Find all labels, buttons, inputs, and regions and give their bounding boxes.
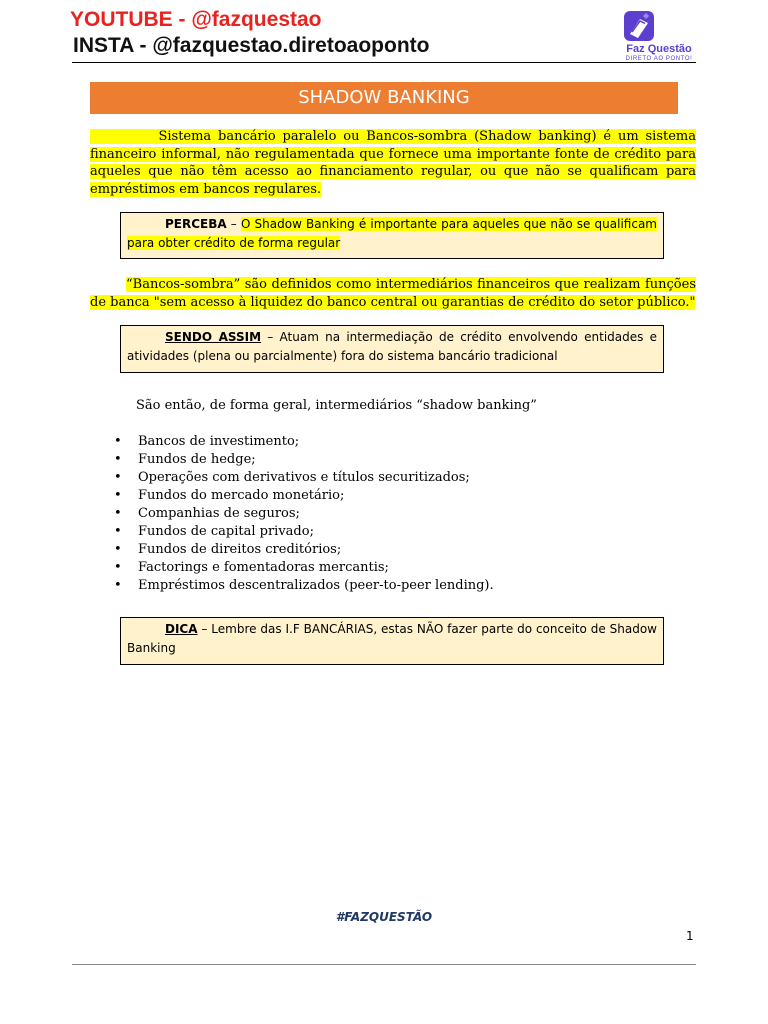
list-item: • Companhias de seguros; (98, 505, 494, 523)
logo-mark-icon (621, 8, 657, 44)
list-intro: São então, de forma geral, intermediários “shadow banking” (136, 398, 537, 413)
callout-dica-sep: – (197, 622, 212, 636)
callout-sendo-assim-text: Atuam na intermediação de crédito envolvendo entidades e atividades (plena ou parcialmente) fora do sistema bancário tradicional (127, 330, 657, 363)
callout-dica-label: DICA (165, 622, 198, 636)
footer-hashtag: #FAZQUESTÃO (335, 910, 433, 924)
paragraph-bancos-sombra-text: “Bancos-sombra” são definidos como intermediários financeiros que realizam funções de banca "sem acesso à liquidez do banco central ou garantias de crédito do setor público." (90, 277, 696, 310)
list-item: • Fundos de direitos creditórios; (98, 541, 494, 559)
paragraph-definition-indent (90, 129, 158, 144)
callout-perceba-text: O Shadow Banking é importante para aqueles que não se qualificam para obter crédito de forma regular (127, 217, 658, 250)
intermediaries-list (98, 433, 494, 595)
page-title: SHADOW BANKING (90, 82, 678, 114)
list-item: • Operações com derivativos e títulos securitizados; (98, 469, 494, 487)
paragraph-definition-text: Sistema bancário paralelo ou Bancos-sombra (Shadow banking) é um sistema financeiro informal, não regulamentada que fornece uma importante fonte de crédito para aqueles que não têm acesso ao financiamento regular, ou que não se qualificam para empréstimos em bancos regulares. (90, 129, 697, 197)
paragraph-definition (90, 128, 696, 198)
list-item: • Fundos do mercado monetário; (98, 487, 494, 505)
faz-questao-logo (619, 8, 699, 60)
logo-tagline: DIRETO AO PONTO! (625, 56, 693, 62)
callout-sendo-assim-sep: – (261, 330, 280, 344)
logo-name: Faz Questão (626, 43, 692, 55)
footer-divider (72, 964, 696, 965)
page-number: 1 (686, 929, 694, 943)
instagram-handle: INSTA - @fazquestao.diretoaoponto (73, 34, 430, 57)
callout-dica-text: Lembre das I.F BANCÁRIAS, estas NÃO fazer parte do conceito de Shadow Banking (127, 622, 657, 655)
header-divider (72, 62, 696, 63)
list-item: • Fundos de capital privado; (98, 523, 494, 541)
paragraph-bancos-sombra (90, 276, 696, 311)
list-item: • Empréstimos descentralizados (peer-to-peer lending). (98, 577, 494, 595)
callout-perceba-sep: – (226, 217, 241, 231)
callout-sendo-assim-label: SENDO ASSIM (165, 330, 262, 344)
callout-perceba (120, 212, 664, 259)
list-item: • Factorings e fomentadoras mercantis; (98, 559, 494, 577)
callout-dica (120, 617, 664, 665)
list-item: • Bancos de investimento; (98, 433, 494, 451)
callout-perceba-label: PERCEBA (165, 217, 227, 231)
youtube-handle: YOUTUBE - @fazquestao (70, 8, 322, 31)
callout-sendo-assim (120, 325, 664, 373)
list-item: • Fundos de hedge; (98, 451, 494, 469)
